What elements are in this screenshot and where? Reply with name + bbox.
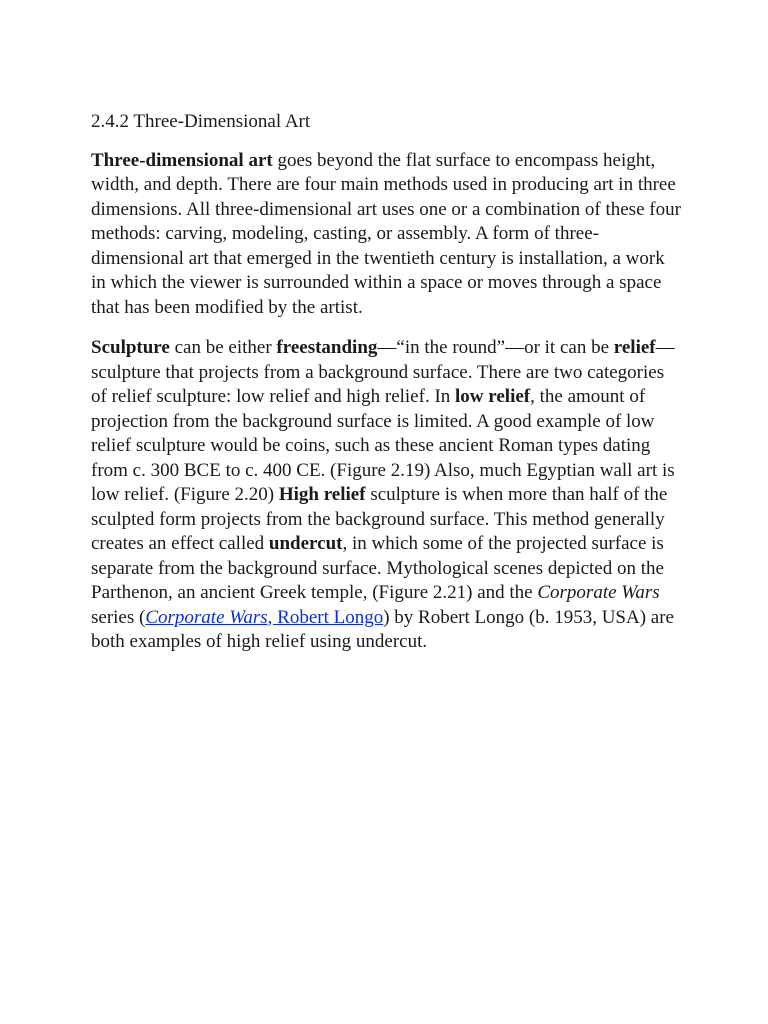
paragraph-three-dimensional-art [91, 149, 681, 321]
link-italic-text: Corporate Wars [145, 606, 268, 628]
paragraph-text: sculpture is when more than half of the sculpted form projects from the background surface. This method generally creates an effect called [91, 484, 668, 554]
italic-title-corporate-wars: Corporate Wars [537, 582, 660, 603]
section-heading: 2.4.2 Three-Dimensional Art [91, 111, 311, 132]
corporate-wars-link[interactable] [145, 607, 383, 628]
paragraph-text: can be either [169, 337, 277, 358]
term-freestanding: freestanding [276, 337, 378, 358]
term-high-relief: High relief [278, 484, 366, 505]
link-text: , Robert Longo [267, 606, 384, 628]
paragraph-text: , the amount of projection from the background surface is limited. A good example of low relief sculpture would be coins, such as these ancient Roman types dating from c. 300 BCE to c. 400 CE. (Figure 2.19) Also, much Egyptian wall art is low relief. (Figure 2.20) [91, 386, 675, 505]
term-three-dimensional-art: Three-dimensional art [91, 149, 273, 171]
term-undercut: undercut [268, 533, 343, 554]
paragraph-text: , in which some of the projected surface is separate from the background surface. Mythological scenes depicted on the Parthenon, an ancient Greek temple, (Figure 2.21) and the [91, 533, 664, 603]
term-relief: relief [613, 337, 656, 358]
paragraph-text: —“in the round”—or it can be [377, 337, 614, 358]
paragraph-text: ) by Robert Longo (b. 1953, USA) are both examples of high relief using undercut. [91, 606, 674, 652]
paragraph-text: goes beyond the flat surface to encompass height, width, and depth. There are four main methods used in producing art in three dimensions. All three-dimensional art uses one or a combination of these four methods: carving, modeling, casting, or assembly. A form of three-dimensional art that emerged in the twentieth century is installation, a work in which the viewer is surrounded within a space or moves through a space that has been modified by the artist. [91, 149, 681, 318]
paragraph-text: series ( [91, 606, 146, 628]
paragraph-sculpture [91, 336, 681, 655]
term-sculpture: Sculpture [91, 337, 170, 358]
term-low-relief: low relief [455, 386, 531, 407]
paragraph-text: —sculpture that projects from a background surface. There are two categories of relief sculpture: low relief and high relief. In [91, 337, 675, 407]
document-page [91, 110, 681, 671]
